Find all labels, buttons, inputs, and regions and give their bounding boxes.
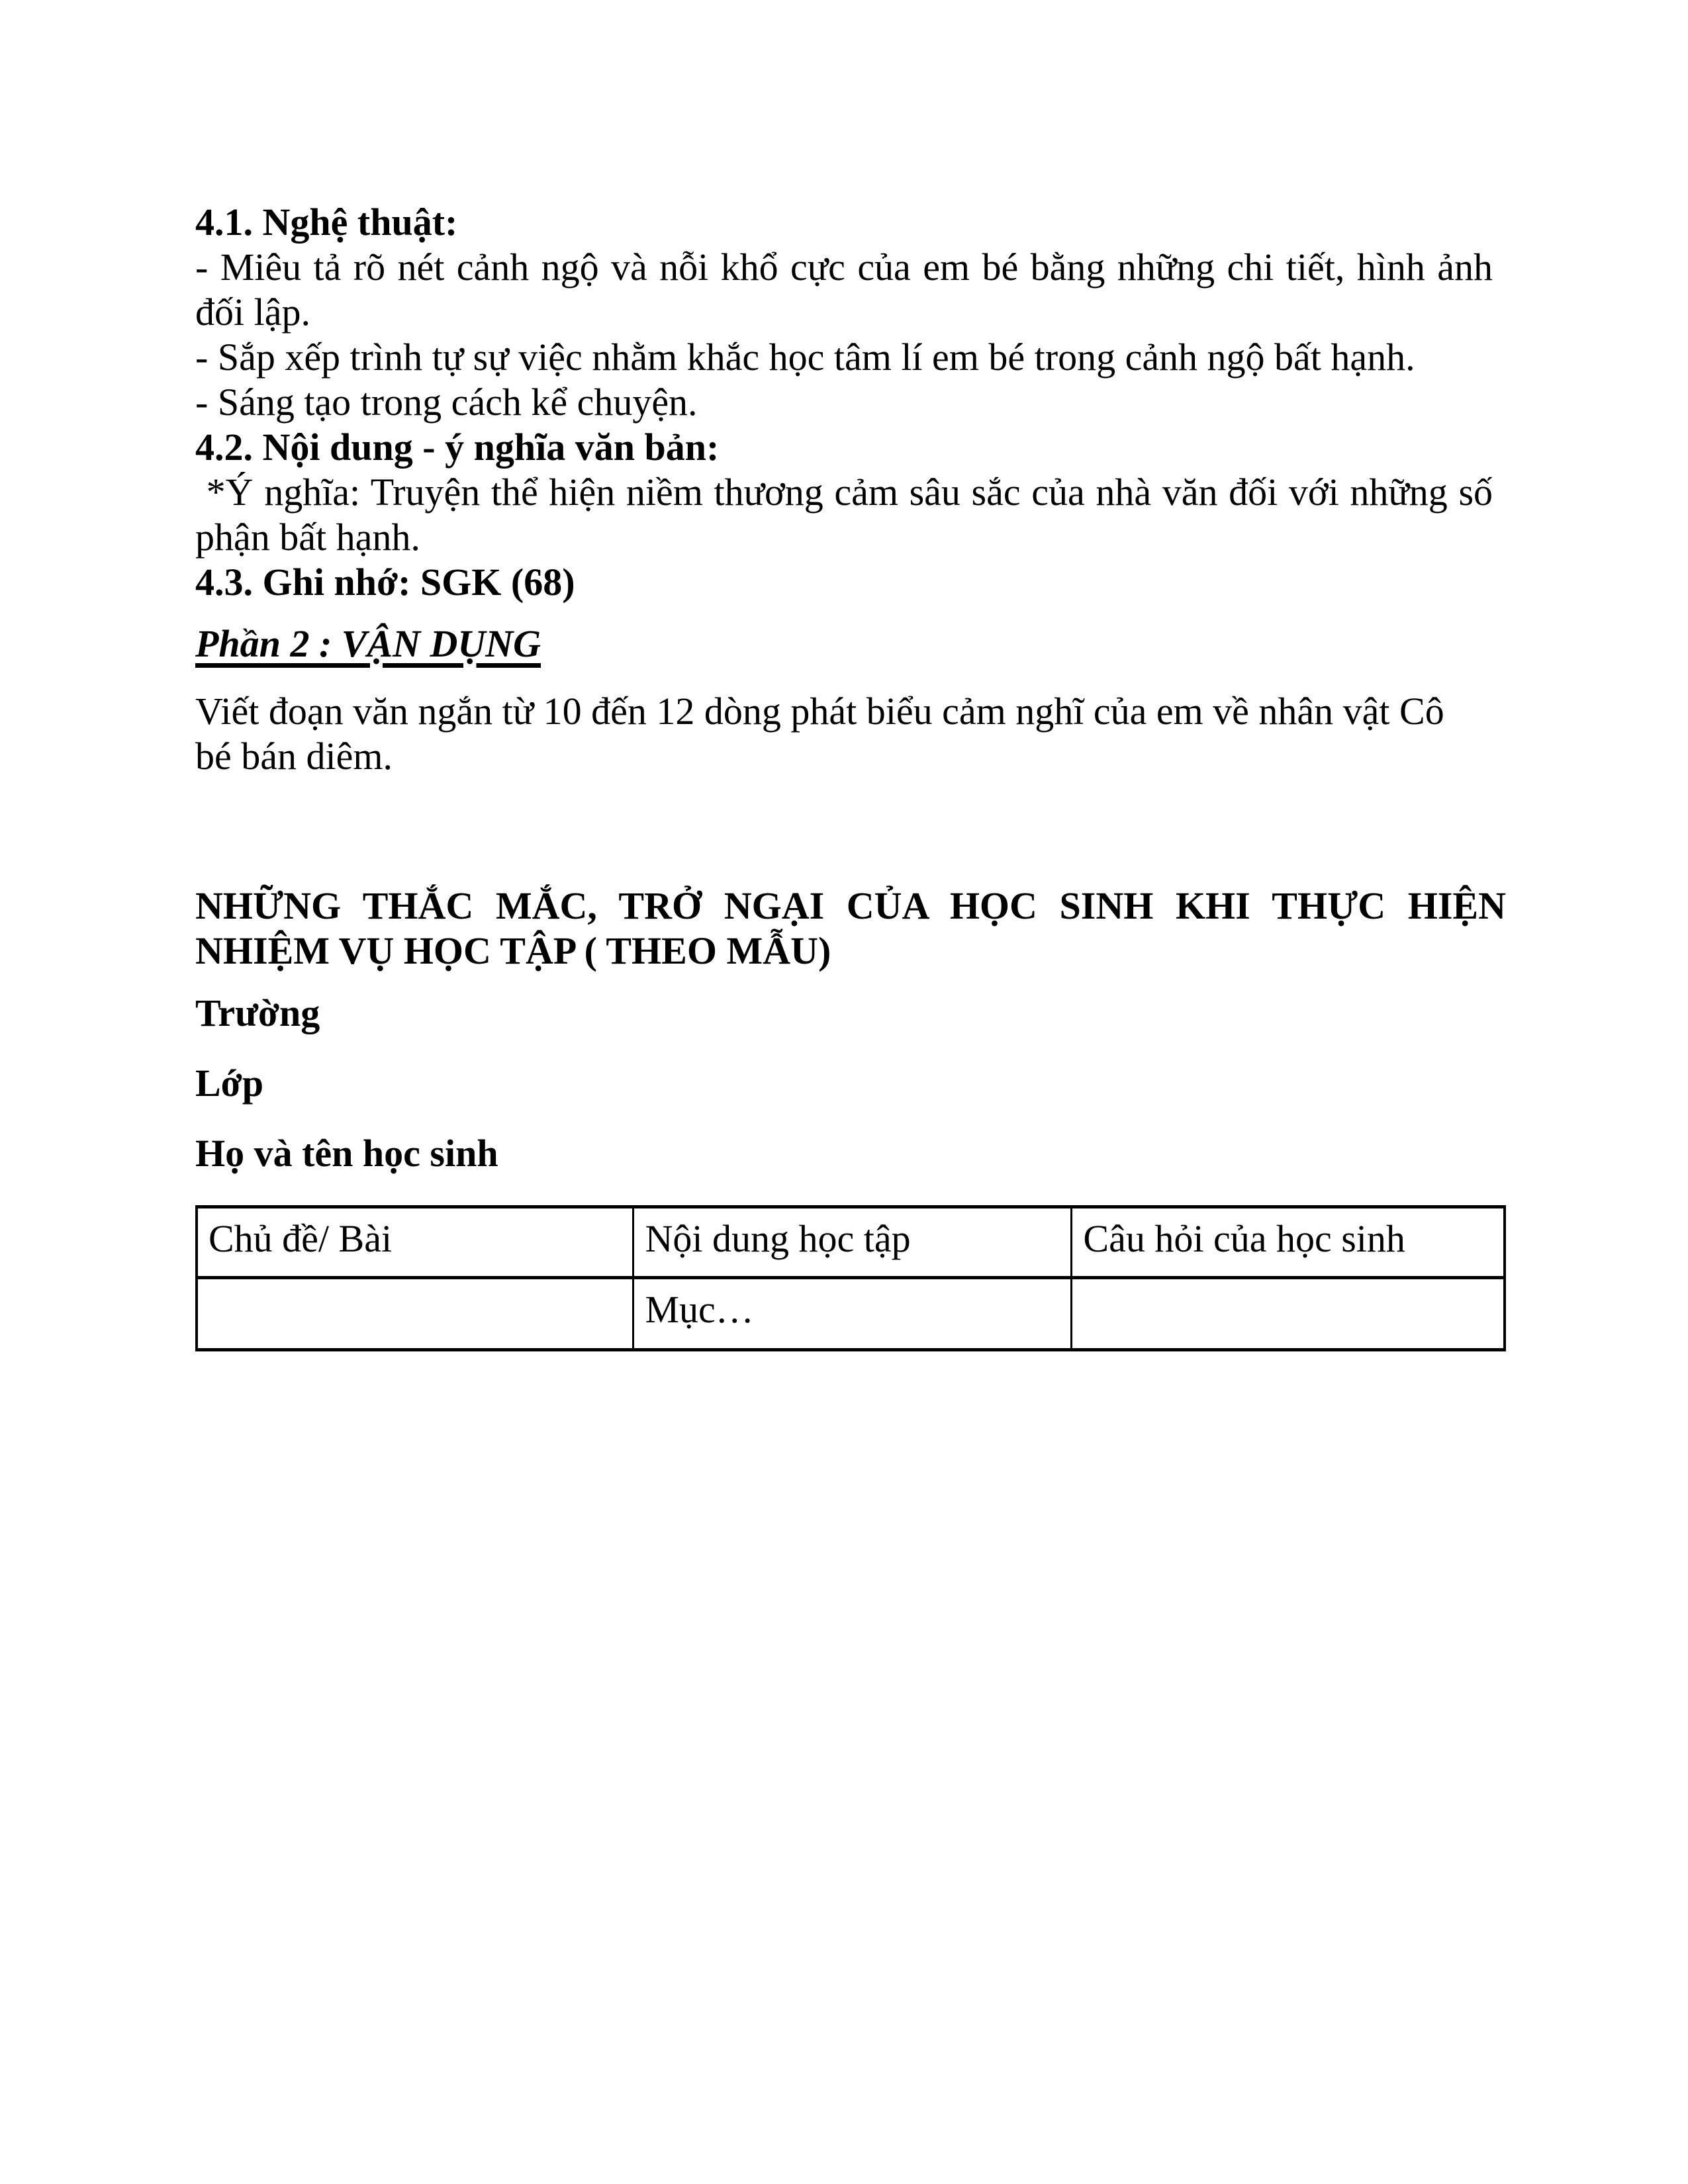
bullet-describe-line-2: đối lập. xyxy=(195,291,310,334)
section-4-1-title: 4.1. Nghệ thuật: xyxy=(195,201,458,244)
questions-table xyxy=(195,1205,1506,1351)
table-row xyxy=(197,1278,1505,1350)
meaning-line-2: phận bất hạnh. xyxy=(195,516,420,559)
table-cell-topic xyxy=(197,1278,633,1350)
student-name-label: Họ và tên học sinh xyxy=(195,1132,498,1175)
form-heading xyxy=(195,884,1506,974)
table-header-row xyxy=(197,1207,1505,1278)
table-header-topic: Chủ đề/ Bài xyxy=(197,1207,633,1278)
document-content xyxy=(195,200,1506,1351)
table-cell-questions xyxy=(1072,1278,1505,1350)
table-header-content: Nội dung học tập xyxy=(633,1207,1072,1278)
table-header-questions: Câu hỏi của học sinh xyxy=(1072,1207,1505,1278)
section-4-3-title: 4.3. Ghi nhớ: SGK (68) xyxy=(195,561,575,604)
bullet-describe-paragraph xyxy=(195,245,1493,335)
section-4-2-title: 4.2. Nội dung - ý nghĩa văn bản: xyxy=(195,426,720,469)
part-2-heading-text: Phần 2 : VẬN DỤNG xyxy=(195,622,541,665)
task-line-1: Viết đoạn văn ngắn từ 10 đến 12 dòng phát biểu cảm nghĩ của em về nhân vật Cô xyxy=(195,690,1444,733)
bullet-sequence: - Sắp xếp trình tự sự việc nhằm khắc học tâm lí em bé trong cảnh ngộ bất hạnh. xyxy=(195,336,1415,379)
form-heading-line-1: NHỮNG THẮC MẮC, TRỞ NGẠI CỦA HỌC SINH KHI THỰC HIỆN xyxy=(195,884,1506,927)
bullet-creative: - Sáng tạo trong cách kể chuyện. xyxy=(195,381,698,424)
class-label: Lớp xyxy=(195,1062,264,1105)
part-2-heading xyxy=(195,621,1506,666)
bullet-describe-line-1: - Miêu tả rõ nét cảnh ngộ và nỗi khổ cực của em bé bằng những chi tiết, hình ảnh xyxy=(195,246,1493,289)
task-line-2: bé bán diêm. xyxy=(195,735,393,778)
meaning-paragraph xyxy=(195,470,1493,560)
task-paragraph xyxy=(195,689,1493,779)
meaning-line-1: *Ý nghĩa: Truyện thể hiện niềm thương cảm sâu sắc của nhà văn đối với những số xyxy=(195,471,1493,514)
form-heading-line-2: NHIỆM VỤ HỌC TẬP ( THEO MẪU) xyxy=(195,929,831,972)
school-label: Trường xyxy=(195,991,320,1034)
table-cell-content: Mục… xyxy=(633,1278,1072,1350)
